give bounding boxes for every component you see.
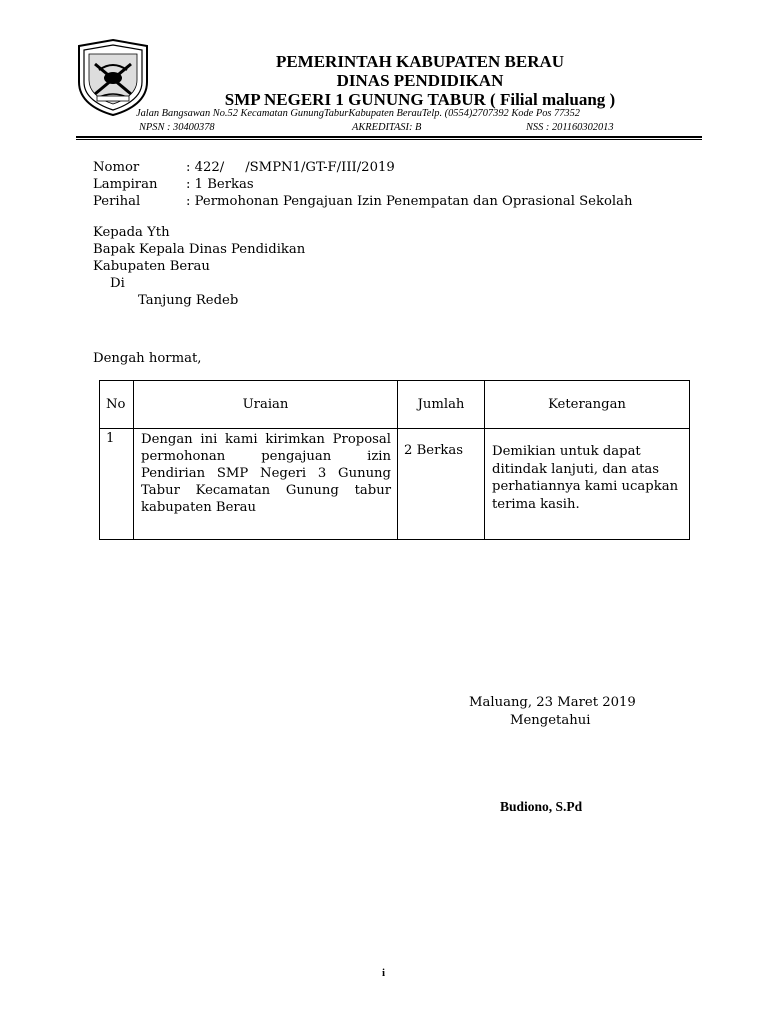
greeting: Dengah hormat, bbox=[93, 351, 202, 366]
letterhead-rule-thick bbox=[76, 136, 702, 138]
header-uraian: Uraian bbox=[134, 381, 398, 429]
page-number: i bbox=[382, 967, 386, 979]
lampiran-value: : 1 Berkas bbox=[186, 177, 254, 192]
letterhead-department: DINAS PENDIDIKAN bbox=[336, 71, 504, 90]
perihal-label: Perihal bbox=[93, 194, 141, 209]
letterhead-school: SMP NEGERI 1 GUNUNG TABUR ( Filial maluang ) bbox=[224, 90, 616, 109]
mengetahui-label: Mengetahui bbox=[510, 713, 591, 728]
npsn-text: NPSN : 30400378 bbox=[139, 122, 215, 133]
recipient-line-5: Tanjung Redeb bbox=[138, 293, 239, 308]
cell-uraian: Dengan ini kami kirimkan Proposal permohonan pengajuan izin Pendirian SMP Negeri 3 Gunung Tabur Kecamatan Gunung tabur kabupaten Berau bbox=[134, 429, 398, 540]
header-keterangan: Keterangan bbox=[485, 381, 690, 429]
header-no: No bbox=[100, 381, 134, 429]
recipient-line-3: Kabupaten Berau bbox=[93, 259, 210, 274]
table-header-row bbox=[100, 381, 690, 429]
signer-name: Budiono, S.Pd bbox=[500, 799, 583, 814]
akreditasi-text: AKREDITASI: B bbox=[352, 122, 422, 133]
header-jumlah: Jumlah bbox=[398, 381, 485, 429]
table-row bbox=[100, 429, 690, 540]
recipient-line-1: Kepada Yth bbox=[93, 225, 170, 240]
perihal-value: : Permohonan Pengajuan Izin Penempatan dan Oprasional Sekolah bbox=[186, 194, 633, 209]
letterhead-rule-thin bbox=[76, 139, 702, 140]
place-date: Maluang, 23 Maret 2019 bbox=[469, 695, 636, 710]
lampiran-label: Lampiran bbox=[93, 177, 158, 192]
letterhead-government: PEMERINTAH KABUPATEN BERAU bbox=[275, 52, 565, 71]
nomor-label: Nomor bbox=[93, 160, 140, 175]
cell-jumlah: 2 Berkas bbox=[398, 429, 485, 540]
nomor-value: : 422/ /SMPN1/GT-F/III/2019 bbox=[186, 160, 395, 175]
nss-text: NSS : 201160302013 bbox=[526, 122, 614, 133]
items-table bbox=[99, 380, 690, 540]
recipient-line-4: Di bbox=[110, 276, 125, 291]
letterhead-address: Jalan Bangsawan No.52 Kecamatan GunungTaburKabupaten BerauTelp. (0554)2707392 Kode Pos 77352 bbox=[136, 108, 581, 119]
cell-no: 1 bbox=[100, 429, 134, 540]
cell-keterangan: Demikian untuk dapat ditindak lanjuti, dan atas perhatiannya kami ucapkan terima kasih. bbox=[485, 429, 690, 540]
recipient-line-2: Bapak Kepala Dinas Pendidikan bbox=[93, 242, 306, 257]
